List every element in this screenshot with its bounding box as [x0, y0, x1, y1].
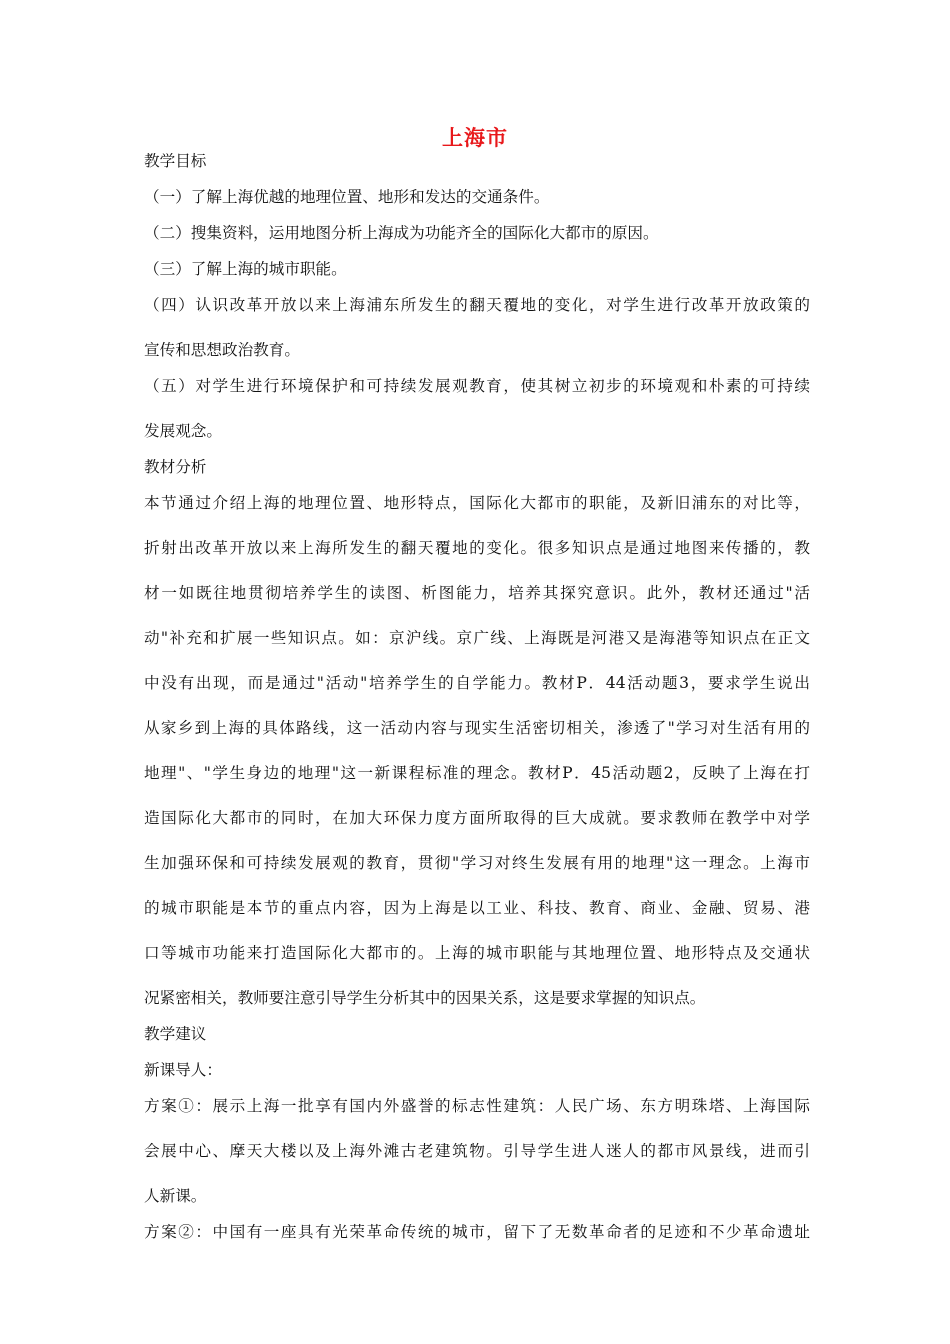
plan-line: 方案②：中国有一座具有光荣革命传统的城市，留下了无数革命者的足迹和不少革命遗址	[144, 1223, 810, 1241]
analysis-line: 本节通过介绍上海的地理位置、地形特点，国际化大都市的职能，及新旧浦东的对比等，	[144, 494, 810, 512]
analysis-line: 从家乡到上海的具体路线，这一活动内容与现实生活密切相关，渗透了"学习对生活有用的	[144, 719, 810, 737]
objective-item-continued: 宣传和思想政治教育。	[144, 341, 300, 359]
plan-line: 会展中心、摩天大楼以及上海外滩古老建筑物。引导学生进人迷人的都市风景线，进而引	[144, 1142, 810, 1160]
analysis-line: 折射出改革开放以来上海所发生的翻天覆地的变化。很多知识点是通过地图来传播的，教	[144, 539, 810, 557]
analysis-line: 况紧密相关，教师要注意引导学生分析其中的因果关系，这是要求掌握的知识点。	[144, 989, 706, 1007]
plan-line: 方案①：展示上海一批享有国内外盛誉的标志性建筑：人民广场、东方明珠塔、上海国际	[144, 1097, 810, 1115]
objective-item: （三）了解上海的城市职能。	[144, 260, 347, 278]
suggestions-heading: 教学建议	[144, 1025, 207, 1043]
objective-item: （四）认识改革开放以来上海浦东所发生的翻天覆地的变化，对学生进行改革开放政策的	[144, 296, 810, 314]
objective-item: （五）对学生进行环境保护和可持续发展观教育，使其树立初步的环境观和朴素的可持续	[144, 377, 810, 395]
objective-item-continued: 发展观念。	[144, 422, 222, 440]
analysis-line: 中没有出现，而是通过"活动"培养学生的自学能力。教材P．44活动题3，要求学生说出	[144, 674, 810, 692]
objectives-heading: 教学目标	[144, 152, 207, 170]
analysis-line: 的城市职能是本节的重点内容，因为上海是以工业、科技、教育、商业、金融、贸易、港	[144, 899, 810, 917]
analysis-line: 材一如既往地贯彻培养学生的读图、析图能力，培养其探究意识。此外，教材还通过"活	[144, 584, 810, 602]
analysis-line: 地理"、"学生身边的地理"这一新课程标准的理念。教材P．45活动题2，反映了上海在打	[144, 764, 810, 782]
document-body	[144, 150, 810, 1243]
analysis-line: 造国际化大都市的同时，在加大环保力度方面所取得的巨大成就。要求教师在教学中对学	[144, 809, 810, 827]
document-title: 上海市	[442, 125, 508, 150]
plan-line: 人新课。	[144, 1187, 207, 1205]
analysis-line: 动"补充和扩展一些知识点。如：京沪线。京广线、上海既是河港又是海港等知识点在正文	[144, 629, 810, 647]
objective-item: （一）了解上海优越的地理位置、地形和发达的交通条件。	[144, 188, 550, 206]
analysis-heading: 教材分析	[144, 458, 207, 476]
analysis-line: 口等城市功能来打造国际化大都市的。上海的城市职能与其地理位置、地形特点及交通状	[144, 944, 810, 962]
objective-item: （二）搜集资料，运用地图分析上海成为功能齐全的国际化大都市的原因。	[144, 224, 659, 242]
intro-heading: 新课导人：	[144, 1061, 222, 1079]
analysis-line: 生加强环保和可持续发展观的教育，贯彻"学习对终生发展有用的地理"这一理念。上海市	[144, 854, 810, 872]
